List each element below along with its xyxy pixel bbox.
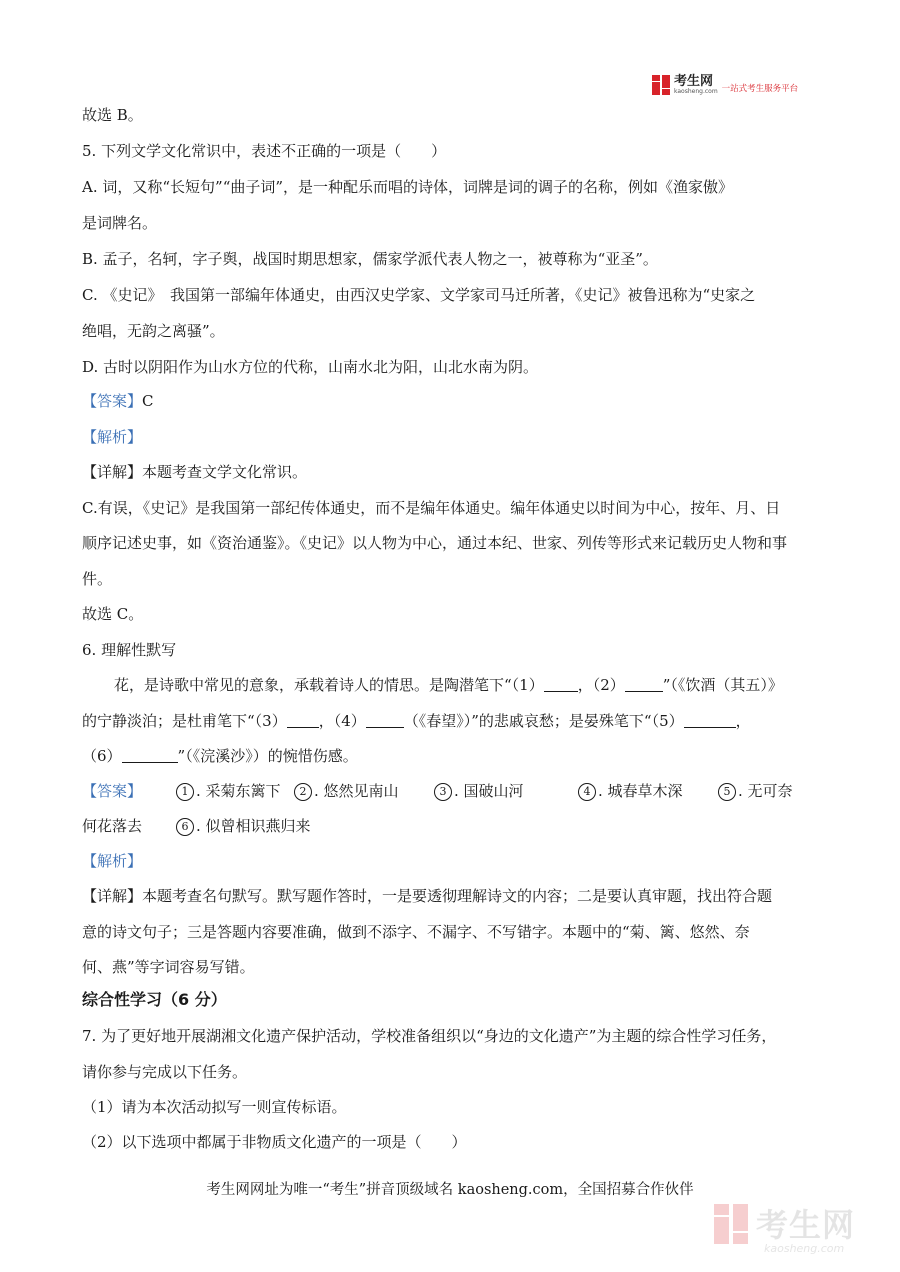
question-7: 7. 为了更好地开展湖湘文化遗产保护活动，学校准备组织以“身边的文化遗产”为主题的综合性学习任务， xyxy=(82,1027,777,1045)
fill-blank[interactable] xyxy=(287,713,319,728)
answer-line xyxy=(82,780,793,802)
detail-line: 意的诗文句子；三是答题内容要准确，做到不添字、不漏字、不写错字。本题中的“菊、篱、悠然、奈 xyxy=(82,923,750,941)
answer-item: . 似曾相识燕归来 xyxy=(196,817,311,835)
fill-blank[interactable] xyxy=(625,677,663,692)
text-span: 的宁静淡泊；是杜甫笔下“（3） xyxy=(82,712,287,730)
detail-line: 何、燕”等字词容易写错。 xyxy=(82,958,255,976)
text-span: （《春望》）”的悲戚哀愁；是晏殊笔下“（5） xyxy=(403,712,684,730)
question-6-para xyxy=(82,710,751,732)
text-span: ”（《饮酒（其五）》 xyxy=(662,676,783,694)
option-b: B. 孟子，名轲，字子舆，战国时期思想家，儒家学派代表人物之一，被尊称为“亚圣”。 xyxy=(82,250,658,268)
fill-blank[interactable] xyxy=(122,748,178,763)
analysis-tag: 【解析】 xyxy=(82,852,143,870)
answer-item: . 国破山河 xyxy=(454,782,524,800)
logo-slogan: 一站式考生服务平台 xyxy=(721,84,799,94)
answer-item: 何花落去 xyxy=(82,817,143,835)
answer-line xyxy=(82,815,311,837)
question-7-task-2: （2）以下选项中都属于非物质文化遗产的一项是（ ） xyxy=(82,1133,467,1151)
logo-domain: kaosheng.com xyxy=(674,88,718,95)
fill-blank[interactable] xyxy=(684,713,736,728)
detail-line: 【详解】本题考查文学文化常识。 xyxy=(82,463,308,481)
detail-line: C.有误，《史记》是我国第一部纪传体通史，而不是编年体通史。编年体通史以时间为中心，按年、月、日 xyxy=(82,499,781,517)
watermark-name: 考生网 xyxy=(756,1206,856,1244)
question-7: 请你参与完成以下任务。 xyxy=(82,1063,248,1081)
text-span: ， xyxy=(735,712,751,730)
answer-line xyxy=(82,390,154,412)
circled-number: 1 xyxy=(176,783,194,801)
fill-blank[interactable] xyxy=(544,677,578,692)
option-c: C. 《史记》 我国第一部编年体通史，由西汉史学家、文学家司马迁所著，《史记》被鲁迅称为“史家之 xyxy=(82,286,756,304)
option-a: A. 词，又称“长短句”“曲子词”，是一种配乐而唱的诗体，词牌是词的调子的名称，例如《渔家傲》 xyxy=(82,178,734,196)
detail-line: 故选 C。 xyxy=(82,605,144,623)
watermark-logo xyxy=(714,1200,874,1258)
detail-line: 顺序记述史事，如《资治通鉴》。《史记》以人物为中心，通过本纪、世家、列传等形式来记载历史人物和事 xyxy=(82,534,788,552)
answer-item: . 城春草木深 xyxy=(598,782,683,800)
text-span: ”（《浣溪沙》）的惋惜伤感。 xyxy=(177,747,358,765)
analysis-tag: 【解析】 xyxy=(82,428,143,446)
answer-item: . 悠然见南山 xyxy=(314,782,399,800)
question-6-title: 6. 理解性默写 xyxy=(82,641,177,659)
question-6-para xyxy=(114,674,783,696)
answer-tag: 【答案】 xyxy=(82,782,143,800)
circled-number: 3 xyxy=(434,783,452,801)
watermark-domain: kaosheng.com xyxy=(764,1242,845,1255)
fill-blank[interactable] xyxy=(366,713,404,728)
text-span: ，（4） xyxy=(318,712,366,730)
text-line: 故选 B。 xyxy=(82,106,143,124)
question-7-task-1: （1）请为本次活动拟写一则宣传标语。 xyxy=(82,1098,347,1116)
answer-item: . 采菊东篱下 xyxy=(196,782,281,800)
answer-tag: 【答案】 xyxy=(82,392,143,410)
question-6-para xyxy=(82,745,358,767)
site-logo[interactable] xyxy=(652,72,798,98)
detail-line: 件。 xyxy=(82,570,113,588)
footer-text: 考生网网址为唯一“考生”拼音顶级域名 kaosheng.com，全国招募合作伙伴 xyxy=(206,1182,694,1198)
detail-line: 【详解】本题考查名句默写。默写题作答时，一是要透彻理解诗文的内容；二是要认真审题，找出符合题 xyxy=(82,887,773,905)
answer-value: C xyxy=(142,392,154,410)
text-span: 花，是诗歌中常见的意象，承载着诗人的情思。是陶潜笔下“（1） xyxy=(114,676,544,694)
circled-number: 4 xyxy=(578,783,596,801)
logo-name: 考生网 xyxy=(674,74,714,89)
answer-item: . 无可奈 xyxy=(738,782,793,800)
circled-number: 6 xyxy=(176,818,194,836)
text-span: ，（2） xyxy=(577,676,625,694)
question-5-title: 5. 下列文学文化常识中，表述不正确的一项是（ ） xyxy=(82,142,447,160)
circled-number: 2 xyxy=(294,783,312,801)
circled-number: 5 xyxy=(718,783,736,801)
option-d: D. 古时以阴阳作为山水方位的代称，山南水北为阳，山北水南为阴。 xyxy=(82,358,539,376)
text-span: （6） xyxy=(82,747,122,765)
option-a-cont: 是词牌名。 xyxy=(82,214,158,232)
option-c-cont: 绝唱，无韵之离骚”。 xyxy=(82,322,225,340)
watermark-icon xyxy=(714,1204,748,1244)
section-title: 综合性学习（6 分） xyxy=(82,990,227,1009)
logo-icon xyxy=(652,75,670,95)
